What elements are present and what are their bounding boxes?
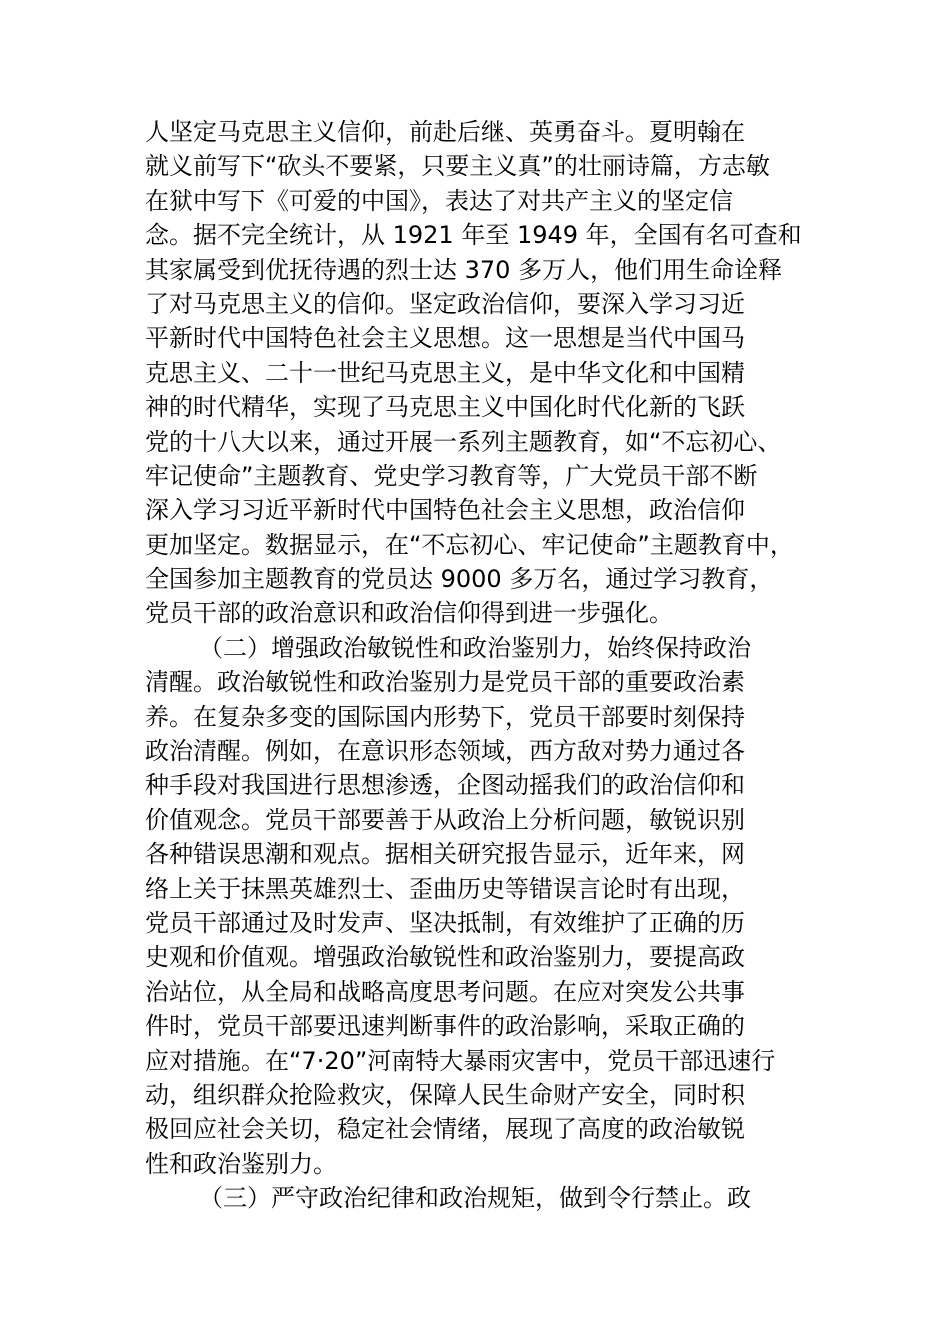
- text-line: 人坚定马克思主义信仰，前赴后继、英勇奋斗。夏明翰在: [145, 118, 745, 146]
- text-line: 更加坚定。数据显示，在“不忘初心、牢记使命”主题教育中，: [145, 530, 794, 559]
- text-line: 性和政治鉴别力。: [145, 1149, 337, 1178]
- text-line: 党的十八大以来，通过开展一系列主题教育，如“不忘初心、: [145, 427, 782, 456]
- text-line: 就义前写下“砍头不要紧，只要主义真”的壮丽诗篇，方志敏: [145, 152, 770, 181]
- text-line: 平新时代中国特色社会主义思想。这一思想是当代中国马: [145, 324, 745, 353]
- text-line: 史观和价值观。增强政治敏锐性和政治鉴别力，要提高政: [145, 943, 745, 972]
- text-line: 其家属受到优抚待遇的烈士达 370 多万人，他们用生命诠释: [145, 255, 783, 284]
- text-line: 全国参加主题教育的党员达 9000 多万名，通过学习教育，: [145, 565, 774, 594]
- text-line: 动，组织群众抢险救灾，保障人民生命财产安全，同时积: [145, 1080, 745, 1109]
- text-line: 克思主义、二十一世纪马克思主义，是中华文化和中国精: [145, 358, 745, 387]
- text-line: 了对马克思主义的信仰。坚定政治信仰，要深入学习习近: [145, 289, 745, 318]
- text-line: 牢记使命”主题教育、党史学习教育等，广大党员干部不断: [145, 461, 758, 490]
- text-line: 念。据不完全统计，从 1921 年至 1949 年，全国有名可查和: [145, 221, 802, 250]
- text-line: 极回应社会关切，稳定社会情绪，展现了高度的政治敏锐: [145, 1115, 745, 1144]
- section-heading-line: （二）增强政治敏锐性和政治鉴别力，始终保持政治: [199, 633, 751, 662]
- text-line: 党员干部通过及时发声、坚决抵制，有效维护了正确的历: [145, 908, 745, 937]
- text-line: 党员干部的政治意识和政治信仰得到进一步强化。: [145, 599, 673, 628]
- text-line: 络上关于抹黑英雄烈士、歪曲历史等错误言论时有出现，: [145, 874, 745, 903]
- text-line: 神的时代精华，实现了马克思主义中国化时代化新的飞跃: [145, 393, 745, 422]
- text-line: 治站位，从全局和战略高度思考问题。在应对突发公共事: [145, 977, 745, 1006]
- text-line: 养。在复杂多变的国际国内形势下，党员干部要时刻保持: [145, 702, 745, 731]
- text-line: 种手段对我国进行思想渗透，企图动摇我们的政治信仰和: [145, 771, 745, 800]
- text-line: 清醒。政治敏锐性和政治鉴别力是党员干部的重要政治素: [145, 668, 745, 697]
- text-line: 件时，党员干部要迅速判断事件的政治影响，采取正确的: [145, 1012, 745, 1041]
- text-line: 深入学习习近平新时代中国特色社会主义思想，政治信仰: [145, 496, 745, 525]
- text-line: 政治清醒。例如，在意识形态领域，西方敌对势力通过各: [145, 737, 745, 766]
- text-line: 价值观念。党员干部要善于从政治上分析问题，敏锐识别: [145, 805, 745, 834]
- text-line: 各种错误思潮和观点。据相关研究报告显示，近年来，网: [145, 840, 745, 869]
- document-body: [145, 115, 845, 1216]
- text-line: 在狱中写下《可爱的中国》，表达了对共产主义的坚定信: [145, 186, 733, 215]
- text-line: 应对措施。在“7·20”河南特大暴雨灾害中，党员干部迅速行: [145, 1046, 776, 1075]
- section-heading-line: （三）严守政治纪律和政治规矩，做到令行禁止。政: [199, 1184, 751, 1213]
